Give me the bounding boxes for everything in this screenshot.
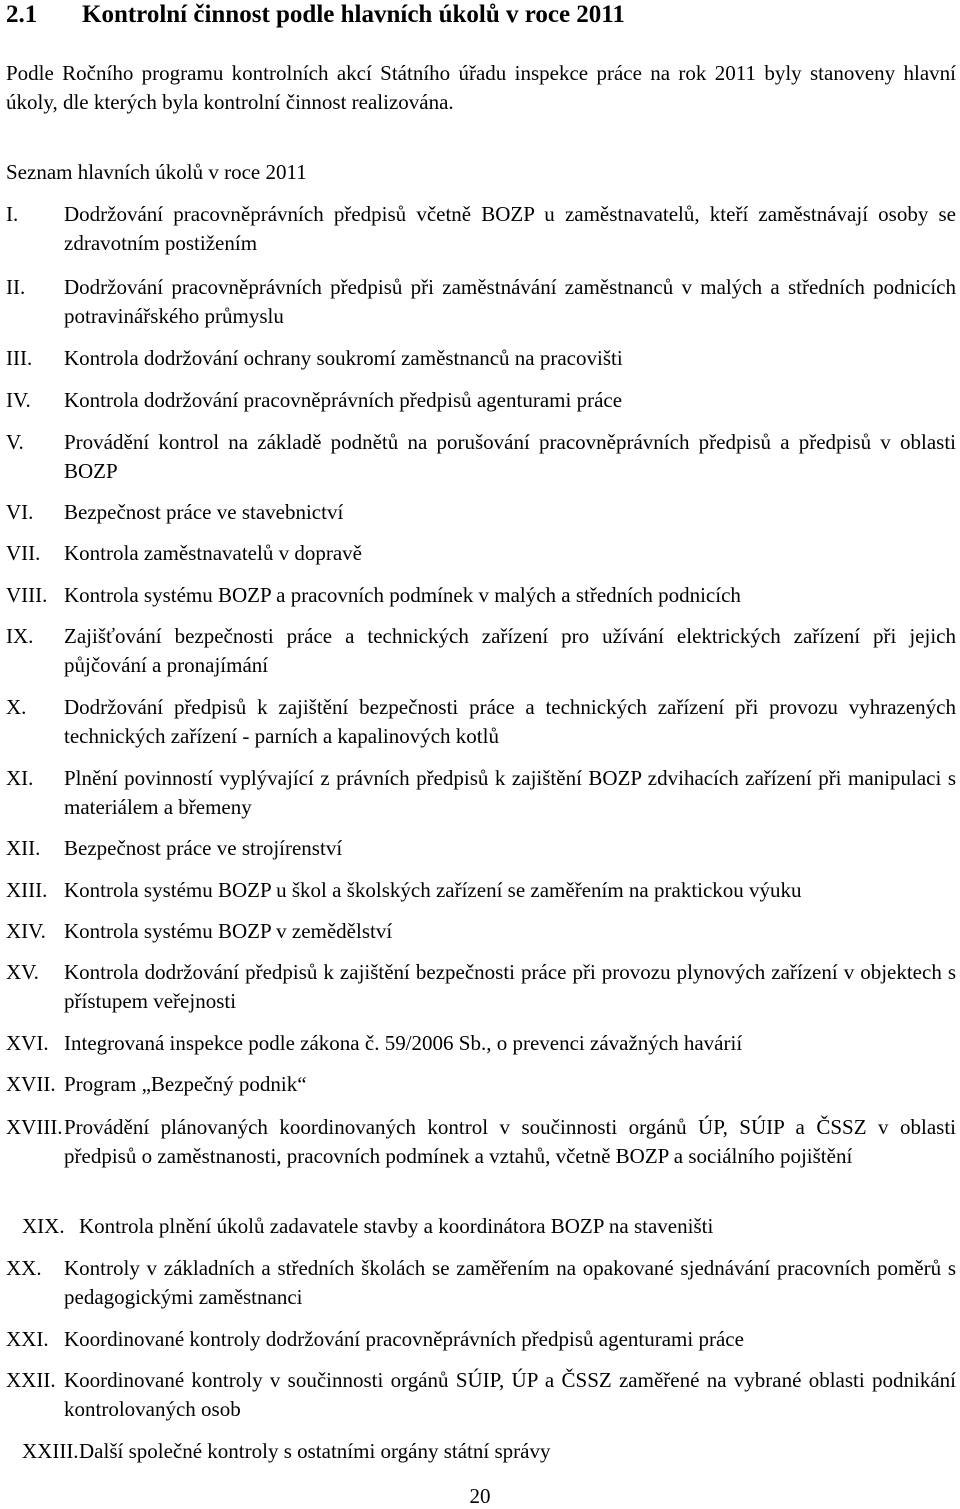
list-item [6, 1113, 956, 1171]
item-number: XX. [6, 1256, 42, 1280]
item-number: IX. [6, 624, 34, 648]
item-number: VII. [6, 541, 41, 565]
item-text: Kontrola dodržování pracovněprávních předpisů agenturami práce [64, 388, 623, 412]
item-number: XI. [6, 766, 34, 790]
item-number: VI. [6, 500, 34, 524]
list-item [6, 917, 956, 946]
item-text: Dodržování předpisů k zajištění bezpečnosti práce a technických zařízení při provozu vyhrazených technických zařízení - parních a kapalinových kotlů [64, 695, 956, 748]
list-item [6, 1437, 956, 1466]
intro-paragraph: Podle Ročního programu kontrolních akcí Státního úřadu inspekce práce na rok 2011 byly stanoveny hlavní úkoly, dle kterých byla kontrolní činnost realizována. [6, 61, 956, 114]
item-text: Dodržování pracovněprávních předpisů při zaměstnávání zaměstnanců v malých a středních podnicích potravinářského průmyslu [64, 275, 956, 328]
item-text: Plnění povinností vyplývající z právních předpisů k zajištění BOZP zdvihacích zařízení při manipulaci s materiálem a břemeny [64, 766, 956, 819]
item-text: Kontrola systému BOZP a pracovních podmínek v malých a středních podnicích [64, 583, 741, 607]
item-text: Kontrola systému BOZP v zemědělství [64, 919, 393, 943]
list-item [6, 539, 956, 568]
list-item [6, 344, 956, 373]
item-number: III. [6, 346, 33, 370]
item-number: I. [6, 202, 19, 226]
list-item [6, 834, 956, 863]
list-item [6, 1366, 956, 1424]
item-number: XIII. [6, 878, 48, 902]
section-heading [6, 0, 625, 30]
item-text: Kontrola systému BOZP u škol a školských zařízení se zaměřením na praktickou výuku [64, 878, 802, 902]
item-number: XIV. [6, 919, 46, 943]
item-number: XV. [6, 960, 39, 984]
item-number: XII. [6, 836, 41, 860]
item-text: Dodržování pracovněprávních předpisů včetně BOZP u zaměstnavatelů, kteří zaměstnávají osoby se zdravotním postižením [64, 202, 956, 255]
item-number: XXI. [6, 1327, 49, 1351]
item-number: XXIII. [22, 1439, 79, 1463]
item-text: Koordinované kontroly v součinnosti orgánů SÚIP, ÚP a ČSSZ zaměřené na vybrané oblasti podnikání kontrolovaných osob [64, 1368, 956, 1421]
item-text: Bezpečnost práce ve stavebnictví [64, 500, 344, 524]
item-number: XVI. [6, 1031, 49, 1055]
item-text: Kontrola dodržování předpisů k zajištění bezpečnosti práce při provozu plynových zařízení v objektech s přístupem veřejnosti [64, 960, 956, 1013]
item-number: XXII. [6, 1368, 56, 1392]
list-item [6, 498, 956, 527]
list-item [6, 1070, 956, 1099]
item-text: Další společné kontroly s ostatními orgány státní správy [79, 1439, 551, 1463]
item-text: Kontroly v základních a středních školách se zaměřením na opakované sjednávání pracovních poměrů s pedagogickými zaměstnanci [64, 1256, 956, 1309]
list-item [6, 200, 956, 258]
list-item [6, 1254, 956, 1312]
list-item [6, 428, 956, 486]
item-text: Program „Bezpečný podnik“ [64, 1072, 307, 1096]
list-item [6, 1212, 956, 1241]
item-text: Kontrola dodržování ochrany soukromí zaměstnanců na pracovišti [64, 346, 623, 370]
item-text: Koordinované kontroly dodržování pracovněprávních předpisů agenturami práce [64, 1327, 744, 1351]
item-number: IV. [6, 388, 31, 412]
item-number: V. [6, 430, 24, 454]
list-item [6, 386, 956, 415]
item-number: VIII. [6, 583, 48, 607]
section-title: Kontrolní činnost podle hlavních úkolů v roce 2011 [82, 1, 625, 28]
list-item [6, 764, 956, 822]
list-item [6, 622, 956, 680]
page-number: 20 [469, 1484, 491, 1508]
list-item [6, 273, 956, 331]
item-text: Kontrola zaměstnavatelů v dopravě [64, 541, 362, 565]
section-number: 2.1 [6, 1, 38, 28]
item-text: Zajišťování bezpečnosti práce a technických zařízení pro užívání elektrických zařízení při jejich půjčování a pronajímání [64, 624, 956, 677]
list-item [6, 581, 956, 610]
list-item [6, 1325, 956, 1354]
list-item [6, 693, 956, 751]
item-number: II. [6, 275, 26, 299]
list-item [6, 1029, 956, 1058]
item-text: Provádění plánovaných koordinovaných kontrol v součinnosti orgánů ÚP, SÚIP a ČSSZ v oblasti předpisů o zaměstnanosti, pracovních podmínek a vztahů, včetně BOZP a sociálního pojištění [64, 1115, 956, 1168]
item-text: Integrovaná inspekce podle zákona č. 59/2006 Sb., o prevenci závažných havárií [64, 1031, 743, 1055]
list-title: Seznam hlavních úkolů v roce 2011 [6, 160, 307, 184]
list-item [6, 958, 956, 1016]
item-number: X. [6, 695, 27, 719]
item-text: Provádění kontrol na základě podnětů na porušování pracovněprávních předpisů a předpisů v oblasti BOZP [64, 430, 956, 483]
item-text: Kontrola plnění úkolů zadavatele stavby a koordinátora BOZP na staveništi [79, 1214, 714, 1238]
item-number: XVIII. [6, 1115, 63, 1139]
item-text: Bezpečnost práce ve strojírenství [64, 836, 343, 860]
item-number: XIX. [22, 1214, 65, 1238]
list-item [6, 876, 956, 905]
item-number: XVII. [6, 1072, 56, 1096]
